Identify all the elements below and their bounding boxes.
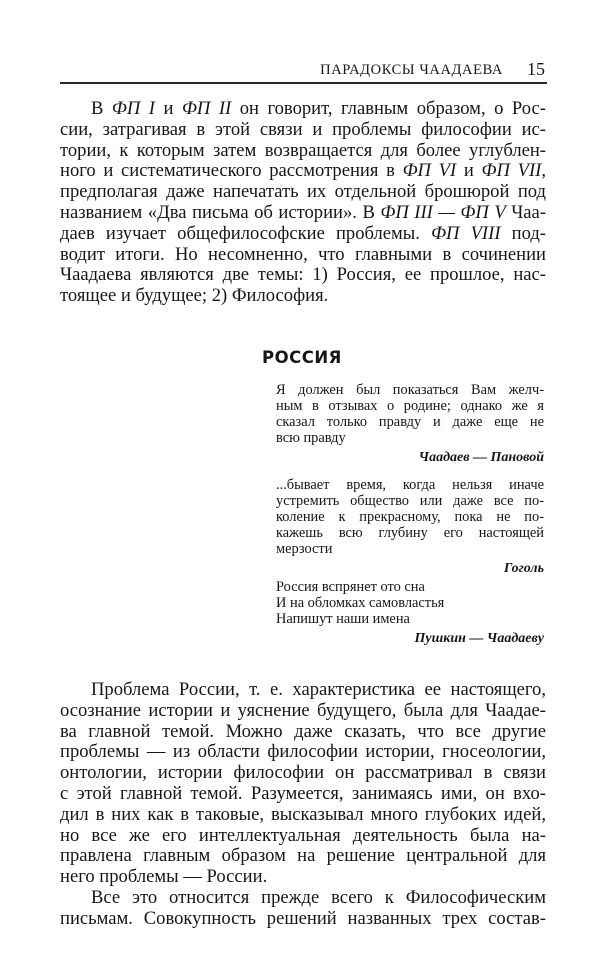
letter-reference: ФП III — ФП V [380, 201, 506, 223]
text-line: названием «Два письма об истории». В ФП III — ФП V Чаа- [60, 201, 547, 223]
epigraph-attribution: Чаадаев — Пановой [418, 450, 544, 465]
running-title: ПАРАДОКСЫ ЧААДАЕВА [320, 62, 503, 78]
text-line: ...бывает время, когда нельзя иначе [276, 477, 544, 493]
text-line: В ФП I и ФП II он говорит, главным образом, о Рос- [91, 98, 546, 119]
text-line: осознание истории и уяснение будущего, была для Чаадае- [60, 699, 546, 721]
letter-reference: ФП VI [402, 160, 457, 182]
text-line: Напишут наши имена [276, 611, 410, 627]
text-line: сказал только правду и даже еще не [276, 414, 544, 430]
text-line: ного и систематического рассмотрения в ФП VI и ФП VII, [60, 160, 546, 182]
page-number: 15 [527, 59, 545, 79]
epigraph-pushkin [276, 579, 544, 647]
text-line: даев изучает общефилософские проблемы. ФП VIII под- [60, 222, 546, 244]
epigraph-chaadaev [276, 382, 544, 466]
text-line: всю правду [276, 430, 346, 446]
section-heading: РОССИЯ [262, 348, 342, 367]
text-line: правлена главным образом на решение центральной для [60, 845, 546, 867]
final-paragraph [60, 888, 546, 930]
intro-paragraph [60, 99, 546, 307]
text-line: водит итоги. Но несомненно, что главными в сочинении [60, 243, 546, 265]
text-line: предполагая даже напечатать их отдельной брошюрой под [60, 181, 546, 203]
text-line: мерзости [276, 541, 333, 557]
text-line: письмам. Совокупность решений названных трех состав- [60, 907, 546, 929]
text-line: Все это относится прежде всего к Философическим [91, 887, 546, 908]
text-line: дил в них как в таковые, высказывал много глубоких идей, [60, 803, 546, 825]
text-line: коление к прекрасному, пока не по- [276, 509, 544, 525]
text-line: И на обломках самовластья [276, 595, 445, 611]
main-paragraph [60, 680, 546, 888]
text-line: с этой главной темой. Разумеется, занимаясь ими, он вхо- [60, 782, 546, 804]
header-rule [60, 82, 547, 84]
text-line: но все же его интеллектуальная деятельность была на- [60, 824, 546, 846]
text-line: онтологии, истории философии он рассматривал в связи [60, 762, 546, 784]
text-line: ва главной темой. Можно даже сказать, что все другие [60, 720, 546, 742]
text-line: сии, затрагивая в этой связи и проблемы философии ис- [60, 118, 546, 140]
letter-reference: ФП I [111, 98, 155, 119]
text-line: него проблемы — России. [60, 866, 268, 888]
text-line: Россия вспрянет ото сна [276, 579, 425, 595]
text-line: ным в отзывах о родине; однако же я [276, 398, 544, 414]
letter-reference: ФП II [181, 98, 232, 119]
text-line: Проблема России, т. е. характеристика ее настоящего, [91, 679, 546, 700]
text-line: проблемы — из области философии истории, гносеологии, [60, 741, 546, 763]
text-line: Чаадаева являются две темы: 1) Россия, ее прошлое, нас- [60, 264, 546, 286]
running-header [60, 56, 547, 86]
epigraph-attribution: Гоголь [503, 561, 544, 576]
text-line: тории, к которым затем возвращается для более углублен- [60, 139, 546, 161]
epigraph-attribution: Пушкин — Чаадаеву [414, 631, 544, 646]
letter-reference: ФП VII [481, 160, 542, 182]
text-line: устремить общество или даже все по- [276, 493, 544, 509]
text-line: тоящее и будущее; 2) Философия. [60, 285, 329, 307]
text-line: Я должен был показаться Вам желч- [276, 382, 544, 398]
text-line: кажешь всю глубину его настоящей [276, 525, 544, 541]
epigraph-gogol [276, 477, 544, 577]
letter-reference: ФП VIII [431, 222, 501, 244]
